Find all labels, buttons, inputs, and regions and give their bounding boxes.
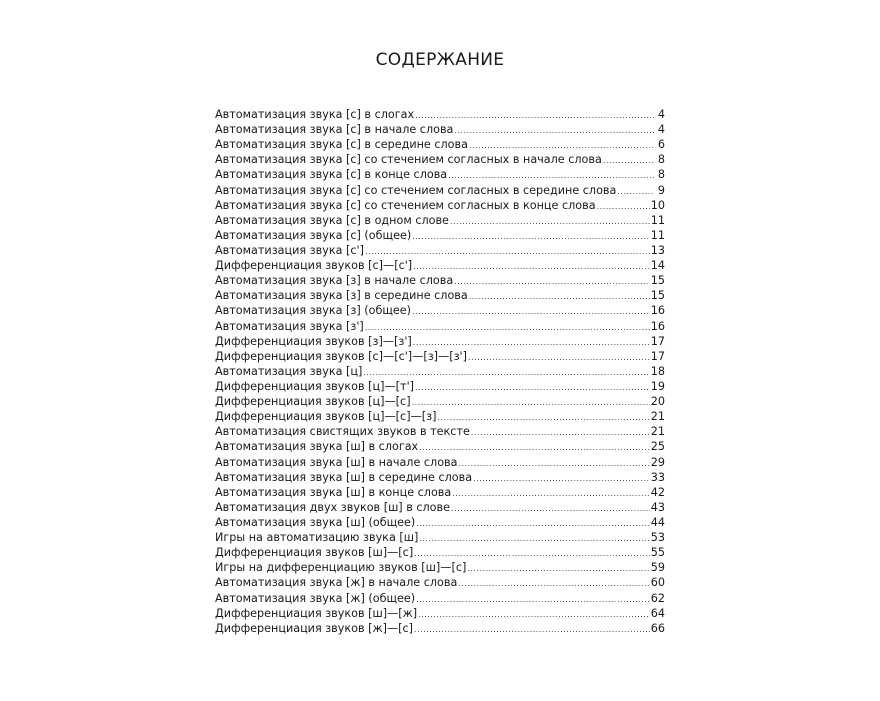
toc-entry-page: 33 xyxy=(650,470,665,484)
toc-entry-page: 8 xyxy=(657,168,665,182)
toc-entry-label: Автоматизация звука [ж] (общее) xyxy=(215,591,416,605)
toc-leader-dots xyxy=(419,531,649,546)
toc-entry-label: Автоматизация звука [с] (общее) xyxy=(215,228,412,242)
toc-leader-dots xyxy=(415,380,650,395)
toc-entry-label: Автоматизация звука [с] со стечением согласных в конце слова xyxy=(215,198,596,212)
toc-entry-label: Автоматизация звука [с'] xyxy=(215,243,364,257)
toc-leader-dots xyxy=(414,546,650,561)
toc-entry-label: Автоматизация звука [ш] в середине слова xyxy=(215,470,473,484)
toc-entry xyxy=(215,424,665,439)
toc-entry-label: Автоматизация звука [с] в одном слове xyxy=(215,213,449,227)
toc-leader-dots xyxy=(448,168,654,183)
toc-leader-dots xyxy=(413,335,650,350)
toc-entry-page: 15 xyxy=(650,289,665,303)
toc-leader-dots xyxy=(473,471,650,486)
toc-entry-label: Автоматизация свистящих звуков в тексте xyxy=(215,425,470,439)
toc-leader-dots xyxy=(415,108,654,123)
toc-entry xyxy=(215,137,665,152)
toc-entry xyxy=(215,349,665,364)
toc-entry xyxy=(215,500,665,515)
toc-entry xyxy=(215,198,665,213)
toc-entry-page: 42 xyxy=(650,485,665,499)
toc-entry-label: Автоматизация звука [ж] в начале слова xyxy=(215,576,458,590)
toc-entry-label: Автоматизация звука [з] (общее) xyxy=(215,304,412,318)
toc-entry-label: Автоматизация звука [з'] xyxy=(215,319,364,333)
toc-entry xyxy=(215,303,665,318)
toc-entry xyxy=(215,334,665,349)
toc-entry xyxy=(215,228,665,243)
toc-entry-page: 10 xyxy=(650,198,665,212)
toc-entry-page: 29 xyxy=(650,455,665,469)
toc-entry xyxy=(215,560,665,575)
toc-entry-page: 21 xyxy=(650,410,665,424)
toc-entry-label: Дифференциация звуков [ц]—[т'] xyxy=(215,379,415,393)
toc-entry-page: 62 xyxy=(650,591,665,605)
toc-entry xyxy=(215,288,665,303)
toc-leader-dots xyxy=(416,516,649,531)
toc-entry xyxy=(215,485,665,500)
toc-entry-page: 8 xyxy=(657,153,665,167)
toc-entry-page: 44 xyxy=(650,515,665,529)
toc-entry-page: 25 xyxy=(650,440,665,454)
toc-leader-dots xyxy=(413,259,650,274)
toc-entry xyxy=(215,470,665,485)
toc-entry xyxy=(215,455,665,470)
toc-entry xyxy=(215,621,665,636)
toc-entry-label: Автоматизация звука [з] в середине слова xyxy=(215,289,468,303)
toc-entry-label: Дифференциация звуков [с]—[с']—[з]—[з'] xyxy=(215,349,467,363)
toc-entry-page: 16 xyxy=(650,304,665,318)
toc-entry-page: 43 xyxy=(650,500,665,514)
table-of-contents xyxy=(215,107,665,636)
toc-leader-dots xyxy=(617,184,654,199)
toc-entry xyxy=(215,273,665,288)
toc-entry xyxy=(215,606,665,621)
toc-entry xyxy=(215,167,665,182)
toc-leader-dots xyxy=(412,395,650,410)
toc-entry-label: Автоматизация звука [с] со стечением согласных в середине слова xyxy=(215,183,617,197)
toc-leader-dots xyxy=(412,304,650,319)
toc-leader-dots xyxy=(365,244,650,259)
toc-leader-dots xyxy=(412,229,650,244)
toc-leader-dots xyxy=(459,456,650,471)
toc-entry xyxy=(215,409,665,424)
toc-entry-page: 16 xyxy=(650,319,665,333)
toc-entry-page: 20 xyxy=(650,395,665,409)
toc-entry xyxy=(215,152,665,167)
toc-leader-dots xyxy=(597,199,650,214)
toc-entry-label: Игры на автоматизацию звука [ш] xyxy=(215,531,419,545)
toc-entry-page: 21 xyxy=(650,425,665,439)
toc-entry-label: Автоматизация звука [с] в слогах xyxy=(215,108,415,121)
toc-entry xyxy=(215,575,665,590)
toc-entry-page: 9 xyxy=(657,183,665,197)
toc-entry xyxy=(215,515,665,530)
toc-entry xyxy=(215,364,665,379)
toc-leader-dots xyxy=(452,486,650,501)
toc-entry-label: Автоматизация звука [ш] в конце слова xyxy=(215,485,452,499)
toc-entry-label: Автоматизация звука [с] в начале слова xyxy=(215,123,454,137)
toc-entry xyxy=(215,439,665,454)
toc-entry-label: Дифференциация звуков [ш]—[ж] xyxy=(215,606,418,620)
toc-entry xyxy=(215,591,665,606)
toc-entry xyxy=(215,122,665,137)
toc-entry-page: 17 xyxy=(650,334,665,348)
toc-leader-dots xyxy=(418,607,650,622)
toc-leader-dots xyxy=(471,425,650,440)
toc-entry-label: Автоматизация звука [ш] (общее) xyxy=(215,515,416,529)
toc-entry-page: 13 xyxy=(650,243,665,257)
toc-leader-dots xyxy=(468,350,650,365)
toc-entry-label: Автоматизация звука [з] в начале слова xyxy=(215,274,454,288)
toc-leader-dots xyxy=(469,138,654,153)
toc-leader-dots xyxy=(603,153,654,168)
toc-leader-dots xyxy=(458,576,649,591)
toc-entry-page: 17 xyxy=(650,349,665,363)
toc-entry-page: 11 xyxy=(650,213,665,227)
toc-entry-page: 4 xyxy=(657,108,665,121)
toc-entry-page: 66 xyxy=(650,621,665,635)
toc-leader-dots xyxy=(419,440,650,455)
toc-entry-label: Автоматизация звука [ц] xyxy=(215,364,363,378)
toc-entry xyxy=(215,394,665,409)
toc-entry-page: 6 xyxy=(657,138,665,152)
toc-entry-page: 60 xyxy=(650,576,665,590)
toc-leader-dots xyxy=(416,592,650,607)
toc-entry xyxy=(215,258,665,273)
toc-entry xyxy=(215,183,665,198)
toc-leader-dots xyxy=(414,622,650,637)
toc-entry-label: Автоматизация звука [с] в середине слова xyxy=(215,138,468,152)
toc-entry xyxy=(215,213,665,228)
toc-entry xyxy=(215,545,665,560)
toc-entry-label: Автоматизация звука [ш] в слогах xyxy=(215,440,419,454)
toc-entry-page: 59 xyxy=(650,561,665,575)
toc-leader-dots xyxy=(469,289,650,304)
toc-entry-label: Автоматизация звука [ш] в начале слова xyxy=(215,455,458,469)
toc-entry-page: 53 xyxy=(650,531,665,545)
toc-entry-label: Дифференциация звуков [ц]—[с]—[з] xyxy=(215,410,437,424)
toc-entry-label: Автоматизация звука [с] со стечением согласных в начале слова xyxy=(215,153,602,167)
toc-entry-label: Игры на дифференциацию звуков [ш]—[с] xyxy=(215,561,467,575)
toc-entry-label: Дифференциация звуков [ц]—[с] xyxy=(215,395,411,409)
toc-entry-label: Дифференциация звуков [с]—[с'] xyxy=(215,259,413,273)
toc-entry-label: Дифференциация звуков [ж]—[с] xyxy=(215,621,414,635)
toc-entry-page: 18 xyxy=(650,364,665,378)
toc-entry-page: 55 xyxy=(650,546,665,560)
toc-entry-label: Автоматизация звука [с] в конце слова xyxy=(215,168,448,182)
toc-entry-label: Дифференциация звуков [ш]—[с] xyxy=(215,546,414,560)
toc-entry-page: 64 xyxy=(650,606,665,620)
toc-leader-dots xyxy=(454,274,650,289)
toc-entry-page: 15 xyxy=(650,274,665,288)
toc-leader-dots xyxy=(365,320,650,335)
toc-entry xyxy=(215,319,665,334)
toc-leader-dots xyxy=(363,365,649,380)
toc-entry xyxy=(215,243,665,258)
toc-entry xyxy=(215,379,665,394)
toc-leader-dots xyxy=(437,410,649,425)
toc-leader-dots xyxy=(467,561,649,576)
toc-entry-label: Дифференциация звуков [з]—[з'] xyxy=(215,334,412,348)
toc-leader-dots xyxy=(450,214,650,229)
toc-entry xyxy=(215,107,665,122)
toc-entry-page: 14 xyxy=(650,259,665,273)
toc-entry-label: Автоматизация двух звуков [ш] в слове xyxy=(215,500,451,514)
toc-leader-dots xyxy=(451,501,650,516)
toc-entry-page: 19 xyxy=(650,379,665,393)
toc-leader-dots xyxy=(454,123,654,138)
toc-entry xyxy=(215,530,665,545)
toc-entry-page: 4 xyxy=(657,123,665,137)
toc-entry-page: 11 xyxy=(650,228,665,242)
page-title: СОДЕРЖАНИЕ xyxy=(375,50,505,70)
